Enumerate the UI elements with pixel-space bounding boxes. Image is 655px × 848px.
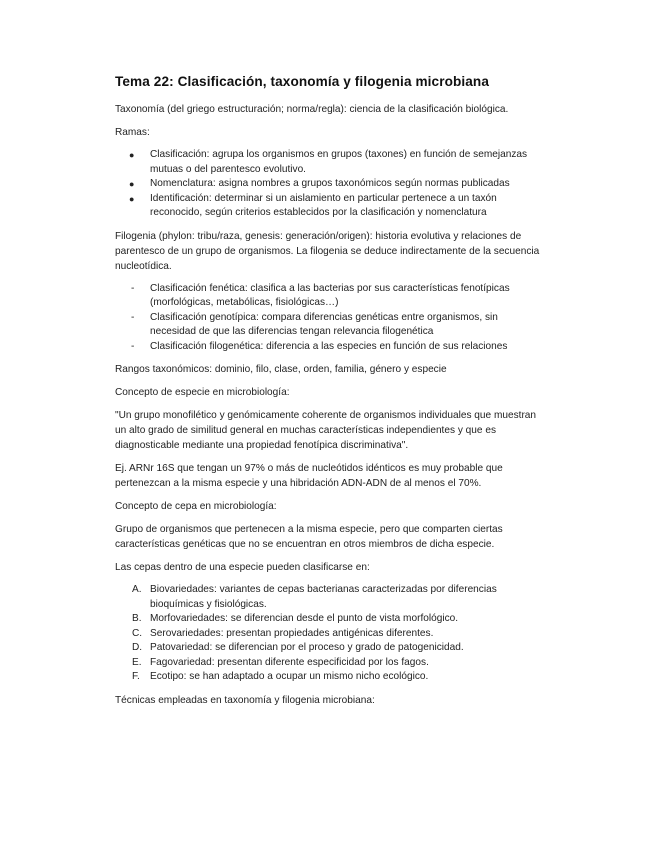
list-item: E. Fagovariedad: presentan diferente especificidad por los fagos. — [132, 656, 429, 668]
taxonomia-paragraph: Taxonomía (del griego estructuración; norma/regla): ciencia de la clasificación biológica. — [115, 104, 509, 115]
rangos-paragraph: Rangos taxonómicos: dominio, filo, clase, orden, familia, género y especie — [115, 364, 447, 375]
cepas-clasificacion-paragraph: Las cepas dentro de una especie pueden clasificarse en: — [115, 562, 370, 573]
cita-paragraph: "Un grupo monofilético y genómicamente coherente de organismos individuales que muestran un alto grado de similitud general en muchas características independientes y que es diagnosticable mediante una propiedad fenotípica discriminativa". — [115, 410, 537, 451]
list-item: B. Morfovariedades: se diferencian desde el punto de vista morfológico. — [132, 613, 459, 624]
list-item: D. Patovariedad: se diferencian por el proceso y grado de patogenicidad. — [132, 642, 464, 653]
tecnicas-heading: Técnicas empleadas en taxonomía y filogenia microbiana: — [115, 694, 375, 706]
variedades-list — [115, 583, 545, 685]
dash-icon: - — [131, 340, 135, 352]
bullet-icon: ● — [129, 193, 135, 204]
list-item: - Clasificación filogenética: diferencia a las especies en función de sus relaciones — [115, 340, 545, 355]
bullet-icon: ● — [129, 179, 135, 189]
dash-icon: - — [131, 311, 135, 323]
bullet-icon: ● — [129, 150, 135, 160]
list-item: A. Biovariedades: variantes de cepas bacterianas caracterizadas por diferencias bioquímicas y fisiológicas. — [132, 584, 497, 610]
filogenia-paragraph: Filogenia (phylon: tribu/raza, genesis: generación/origen): historia evolutiva y relaciones de parentesco de un grupo de organismos. La filogenia se deduce indirectamente de la secuencia nucleotídica. — [115, 230, 540, 272]
list-item: ● Clasificación: agrupa los organismos en grupos (taxones) en función de semejanzas mutuas o del parentesco evolutivo. — [129, 149, 528, 175]
list-item: - Clasificación fenética: clasifica a las bacterias por sus características fenotípicas (morfológicas, metabólicas, fisiológicas…) — [131, 282, 510, 308]
list-item: ● Identificación: determinar si un aislamiento en particular pertenece a un taxón reconocido, según criterios establecidos por la clasificación y nomenclatura — [129, 192, 497, 218]
ramas-list — [115, 148, 545, 221]
list-item: - Clasificación genotípica: compara diferencias genéticas entre organismos, sin necesidad de que las diferencias tengan relevancia filogenética — [131, 311, 498, 337]
list-item: F. Ecotipo: se han adaptado a ocupar un mismo nicho ecológico. — [132, 671, 429, 682]
ramas-heading: Ramas: — [115, 127, 150, 138]
concepto-cepa-heading: Concepto de cepa en microbiología: — [115, 501, 277, 512]
cepa-definition-paragraph: Grupo de organismos que pertenecen a la misma especie, pero que comparten ciertas características genéticas que no se encuentran en otros miembros de dicha especie. — [115, 524, 503, 550]
list-item: C. Serovariedades: presentan propiedades antigénicas diferentes. — [132, 627, 434, 639]
document-page — [115, 74, 545, 716]
list-item: ● Nomenclatura: asigna nombres a grupos taxonómicos según normas publicadas — [115, 177, 545, 192]
page-title: Tema 22: Clasificación, taxonomía y filogenia microbiana — [115, 74, 489, 89]
clasificaciones-list — [115, 282, 545, 355]
concepto-especie-heading: Concepto de especie en microbiología: — [115, 387, 290, 398]
dash-icon: - — [131, 282, 135, 294]
ejemplo-paragraph: Ej. ARNr 16S que tengan un 97% o más de nucleótidos idénticos es muy probable que pertenezcan a la misma especie y una hibridación ADN-ADN de al menos el 70%. — [115, 463, 503, 489]
